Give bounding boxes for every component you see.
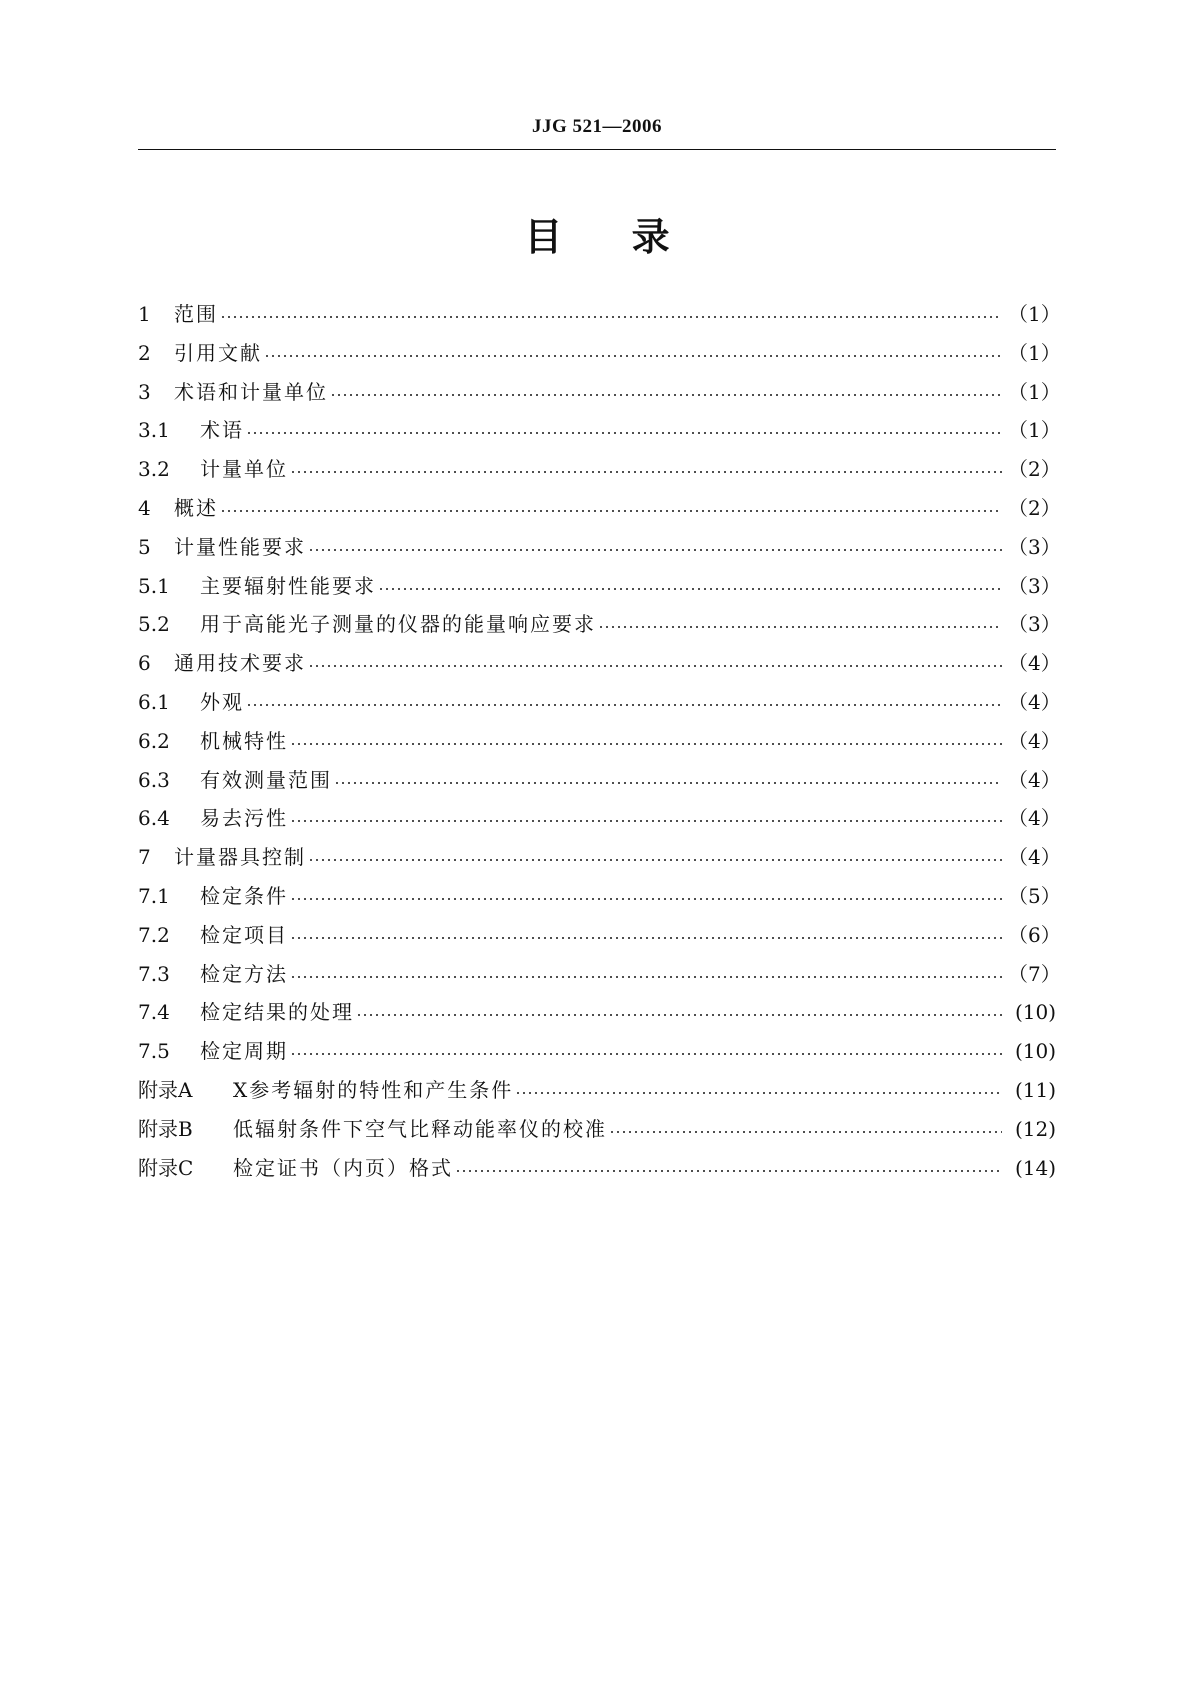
toc-entry-title: 术语 <box>200 418 244 443</box>
toc-dot-leader <box>308 663 1002 669</box>
toc-entry-number: 5.1 <box>138 573 170 598</box>
toc-entry-title: 易去污性 <box>200 806 288 831</box>
document-code-header: JJG 521—2006 <box>531 116 663 137</box>
toc-entry-title: 低辐射条件下空气比释动能率仪的校准 <box>233 1116 607 1141</box>
toc-entry[interactable] <box>138 608 1061 647</box>
toc-entry-page: （4） <box>1008 806 1061 831</box>
toc-entry[interactable] <box>138 958 1061 997</box>
toc-entry[interactable] <box>138 647 1061 686</box>
toc-entry-number: 4 <box>138 495 151 520</box>
table-of-contents <box>138 298 1061 1190</box>
toc-entry-page: (10) <box>1014 1039 1056 1064</box>
toc-entry-title: 计量性能要求 <box>174 534 306 559</box>
toc-entry-page: （3） <box>1008 612 1061 637</box>
toc-dot-leader <box>264 353 1002 359</box>
toc-entry[interactable] <box>138 1113 1056 1152</box>
header-divider <box>138 149 1056 150</box>
toc-entry-number: 6 <box>138 651 151 676</box>
toc-entry[interactable] <box>138 376 1061 415</box>
toc-entry-page: （4） <box>1008 845 1061 870</box>
toc-entry-page: （1） <box>1008 418 1061 443</box>
toc-dot-leader <box>290 469 1002 475</box>
toc-entry-number: 附录C <box>138 1155 194 1180</box>
toc-entry[interactable] <box>138 841 1061 880</box>
toc-entry-number: 3.1 <box>138 418 170 443</box>
toc-entry-title: 检定项目 <box>200 922 288 947</box>
toc-entry-title: 机械特性 <box>200 728 288 753</box>
toc-entry[interactable] <box>138 919 1061 958</box>
page-title: 目 录 <box>524 215 670 259</box>
toc-entry-number: 6.1 <box>138 689 170 714</box>
toc-entry[interactable] <box>138 996 1056 1035</box>
toc-entry-number: 6.4 <box>138 806 170 831</box>
toc-dot-leader <box>378 586 1002 592</box>
toc-entry-page: (14) <box>1014 1155 1056 1180</box>
toc-entry[interactable] <box>138 337 1061 376</box>
toc-entry[interactable] <box>138 880 1061 919</box>
toc-entry-title: 检定周期 <box>200 1039 288 1064</box>
toc-entry-title: 计量器具控制 <box>174 845 306 870</box>
toc-dot-leader <box>308 547 1002 553</box>
toc-entry-number: 5.2 <box>138 612 170 637</box>
toc-dot-leader <box>290 896 1002 902</box>
toc-entry-title: 主要辐射性能要求 <box>200 573 376 598</box>
toc-dot-leader <box>220 508 1002 514</box>
toc-dot-leader <box>290 1051 1002 1057</box>
toc-entry[interactable] <box>138 453 1061 492</box>
toc-entry-page: （2） <box>1008 457 1061 482</box>
toc-entry-title: 有效测量范围 <box>200 767 332 792</box>
toc-entry[interactable] <box>138 1035 1056 1074</box>
toc-dot-leader <box>356 1012 1002 1018</box>
toc-entry-title: 外观 <box>200 689 244 714</box>
toc-entry[interactable] <box>138 298 1061 337</box>
toc-dot-leader <box>598 624 1002 630</box>
toc-entry-page: （4） <box>1008 689 1061 714</box>
toc-entry-number: 7 <box>138 845 151 870</box>
toc-entry-title: 范围 <box>174 302 218 326</box>
toc-entry[interactable] <box>138 414 1061 453</box>
toc-entry-page: （4） <box>1008 767 1061 792</box>
toc-entry-number: 6.3 <box>138 767 170 792</box>
toc-dot-leader <box>308 857 1002 863</box>
toc-entry-title: X参考辐射的特性和产生条件 <box>233 1077 514 1102</box>
toc-entry-page: (10) <box>1014 1000 1056 1025</box>
toc-entry-number: 2 <box>138 340 151 365</box>
toc-entry-page: （3） <box>1008 534 1061 559</box>
toc-entry-title: 引用文献 <box>174 340 262 365</box>
toc-entry-title: 概述 <box>174 495 218 520</box>
toc-entry-title: 通用技术要求 <box>174 651 306 676</box>
toc-dot-leader <box>220 314 1002 320</box>
toc-entry-number: 3.2 <box>138 457 170 482</box>
toc-entry[interactable] <box>138 570 1061 609</box>
toc-entry[interactable] <box>138 531 1061 570</box>
toc-dot-leader <box>515 1090 1002 1096</box>
toc-entry-title: 计量单位 <box>200 457 288 482</box>
toc-entry-title: 检定结果的处理 <box>200 1000 354 1025</box>
toc-entry-page: （2） <box>1008 495 1061 520</box>
toc-entry[interactable] <box>138 725 1061 764</box>
toc-entry-page: （3） <box>1008 573 1061 598</box>
toc-entry-number: 7.4 <box>138 1000 170 1025</box>
toc-entry-title: 检定证书（内页）格式 <box>233 1155 453 1180</box>
toc-entry-number: 附录A <box>138 1077 193 1102</box>
toc-entry-page: （4） <box>1008 651 1061 676</box>
toc-entry-number: 5 <box>138 534 151 559</box>
toc-dot-leader <box>246 702 1002 708</box>
toc-entry-page: （6） <box>1008 922 1061 947</box>
toc-entry[interactable] <box>138 1074 1056 1113</box>
toc-entry-number: 6.2 <box>138 728 170 753</box>
toc-entry[interactable] <box>138 764 1061 803</box>
toc-entry-page: （1） <box>1008 379 1061 404</box>
toc-dot-leader <box>609 1129 1002 1135</box>
toc-entry-page: （1） <box>1008 302 1061 326</box>
toc-entry-title: 用于高能光子测量的仪器的能量响应要求 <box>200 612 596 637</box>
toc-dot-leader <box>290 935 1002 941</box>
toc-entry-title: 术语和计量单位 <box>174 379 328 404</box>
toc-entry-number: 7.3 <box>138 961 170 986</box>
toc-entry-number: 3 <box>138 379 151 404</box>
toc-entry-number: 7.5 <box>138 1039 170 1064</box>
toc-entry-number: 附录B <box>138 1116 193 1141</box>
toc-entry-page: （5） <box>1008 883 1061 908</box>
toc-entry-page: (12) <box>1014 1116 1056 1141</box>
toc-entry-page: （7） <box>1008 961 1061 986</box>
toc-dot-leader <box>290 818 1002 824</box>
toc-entry-page: (11) <box>1014 1077 1056 1102</box>
toc-entry[interactable] <box>138 1152 1056 1191</box>
toc-entry[interactable] <box>138 492 1061 531</box>
toc-entry-title: 检定条件 <box>200 883 288 908</box>
toc-dot-leader <box>334 780 1002 786</box>
toc-dot-leader <box>246 430 1002 436</box>
toc-dot-leader <box>330 392 1002 398</box>
toc-entry-number: 7.1 <box>138 883 170 908</box>
toc-entry-number: 7.2 <box>138 922 170 947</box>
toc-entry[interactable] <box>138 802 1061 841</box>
toc-dot-leader <box>455 1168 1002 1174</box>
toc-dot-leader <box>290 741 1002 747</box>
toc-entry-number: 1 <box>138 302 151 326</box>
toc-entry-title: 检定方法 <box>200 961 288 986</box>
toc-entry[interactable] <box>138 686 1061 725</box>
toc-entry-page: （4） <box>1008 728 1061 753</box>
toc-entry-page: （1） <box>1008 340 1061 365</box>
toc-dot-leader <box>290 974 1002 980</box>
